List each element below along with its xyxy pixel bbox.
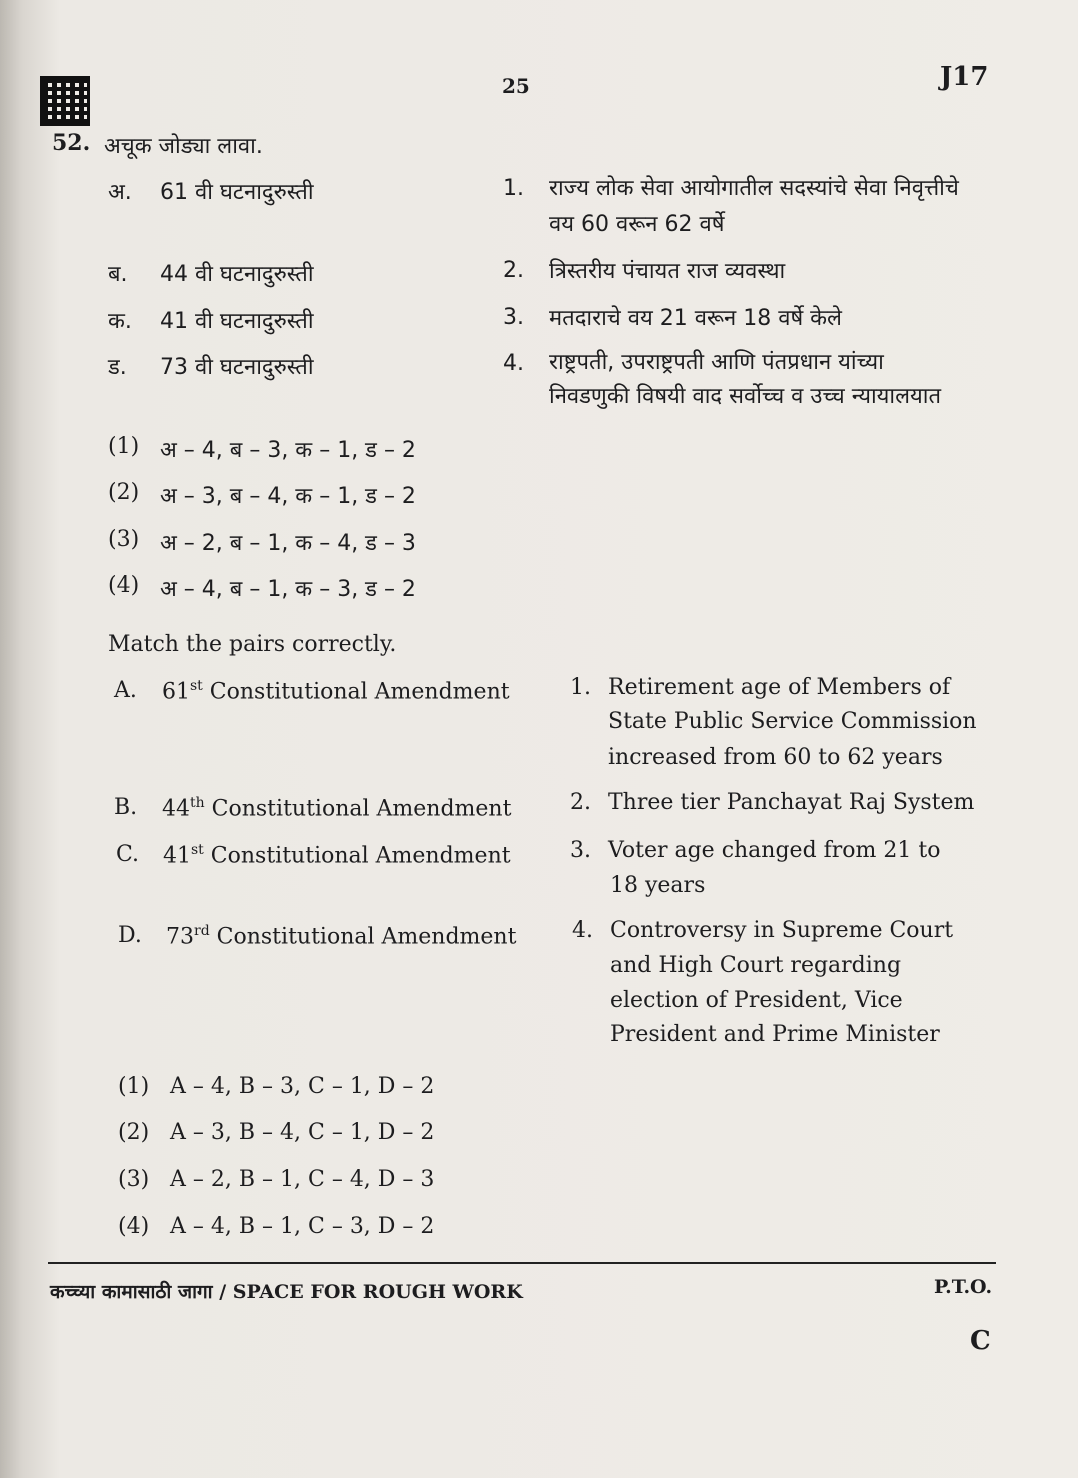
en-left-label: B. (114, 795, 138, 820)
rough-work-label: कच्च्या कामासाठी जागा / SPACE FOR ROUGH WORK (50, 1281, 523, 1303)
en-option-text: A – 2, B – 1, C – 4, D – 3 (170, 1167, 435, 1192)
mr-left-item: 61 वी घटनादुरुस्ती (160, 180, 314, 205)
mr-left-item: 73 वी घटनादुरुस्ती (160, 355, 314, 380)
mr-right-line: निवडणुकी विषयी वाद सर्वोच्च व उच्च न्यायालयात (549, 384, 942, 409)
en-option-number: (4) (118, 1214, 150, 1239)
mr-left-label: क. (108, 309, 132, 334)
en-right-num: 3. (570, 838, 591, 863)
qr-code-icon (40, 76, 90, 126)
mr-option-text: अ – 3, ब – 4, क – 1, ड – 2 (160, 484, 416, 509)
mr-right-line: राज्य लोक सेवा आयोगातील सदस्यांचे सेवा निवृत्तीचे (549, 176, 959, 201)
mr-option-text: अ – 4, ब – 3, क – 1, ड – 2 (160, 438, 416, 463)
mr-left-item: 41 वी घटनादुरुस्ती (160, 309, 314, 334)
mr-left-label: अ. (108, 180, 132, 205)
mr-left-label: ड. (108, 355, 127, 380)
question-prompt-english: Match the pairs correctly. (108, 632, 397, 657)
en-option-text: A – 3, B – 4, C – 1, D – 2 (170, 1120, 435, 1145)
mr-right-line: वय 60 वरून 62 वर्षे (549, 212, 725, 237)
en-option-text: A – 4, B – 1, C – 3, D – 2 (170, 1214, 435, 1239)
en-left-label: A. (114, 678, 137, 703)
mr-option-number: (3) (108, 527, 140, 552)
mr-option-number: (2) (108, 480, 140, 505)
en-option-text: A – 4, B – 3, C – 1, D – 2 (170, 1074, 435, 1099)
en-left-item: 44th Constitutional Amendment (162, 795, 512, 822)
question-number: 52. (52, 130, 91, 156)
en-option-number: (2) (118, 1120, 150, 1145)
mr-right-line: त्रिस्तरीय पंचायत राज व्यवस्था (549, 259, 786, 284)
en-right-line: Voter age changed from 21 to (608, 838, 941, 863)
en-right-num: 2. (570, 790, 591, 815)
mr-option-number: (1) (108, 434, 140, 459)
en-right-num: 1. (570, 675, 591, 700)
page-number: 25 (502, 74, 530, 98)
en-right-line: increased from 60 to 62 years (608, 745, 943, 770)
en-right-line: election of President, Vice (610, 988, 903, 1013)
en-left-item: 73rd Constitutional Amendment (166, 923, 517, 950)
en-option-number: (3) (118, 1167, 150, 1192)
question-prompt-marathi: अचूक जोड्या लावा. (104, 134, 263, 159)
en-left-item: 41st Constitutional Amendment (163, 842, 511, 869)
mr-right-line: मतदाराचे वय 21 वरून 18 वर्षे केले (549, 306, 842, 331)
mr-right-num: 4. (503, 351, 524, 376)
series-letter: C (970, 1326, 991, 1356)
mr-option-number: (4) (108, 573, 140, 598)
footer-divider (48, 1262, 996, 1264)
en-right-line: and High Court regarding (610, 953, 902, 978)
en-right-line: President and Prime Minister (610, 1022, 940, 1047)
mr-right-num: 1. (503, 176, 524, 201)
en-left-label: C. (116, 842, 140, 867)
pto-label: P.T.O. (934, 1276, 993, 1298)
en-right-line: Retirement age of Members of (608, 675, 951, 700)
paper-code: J17 (940, 62, 989, 92)
en-right-line: Controversy in Supreme Court (610, 918, 954, 943)
mr-right-num: 3. (503, 305, 524, 330)
en-left-label: D. (118, 923, 142, 948)
mr-right-line: राष्ट्रपती, उपराष्ट्रपती आणि पंतप्रधान यांच्या (549, 350, 884, 375)
en-right-line: State Public Service Commission (608, 709, 977, 734)
mr-left-item: 44 वी घटनादुरुस्ती (160, 262, 314, 287)
en-right-line: Three tier Panchayat Raj System (608, 790, 975, 815)
en-right-line: 18 years (610, 873, 706, 898)
mr-left-label: ब. (108, 262, 128, 287)
mr-option-text: अ – 4, ब – 1, क – 3, ड – 2 (160, 577, 416, 602)
en-right-num: 4. (572, 918, 593, 943)
mr-option-text: अ – 2, ब – 1, क – 4, ड – 3 (160, 531, 416, 556)
mr-right-num: 2. (503, 258, 524, 283)
en-option-number: (1) (118, 1074, 150, 1099)
en-left-item: 61st Constitutional Amendment (162, 678, 510, 705)
